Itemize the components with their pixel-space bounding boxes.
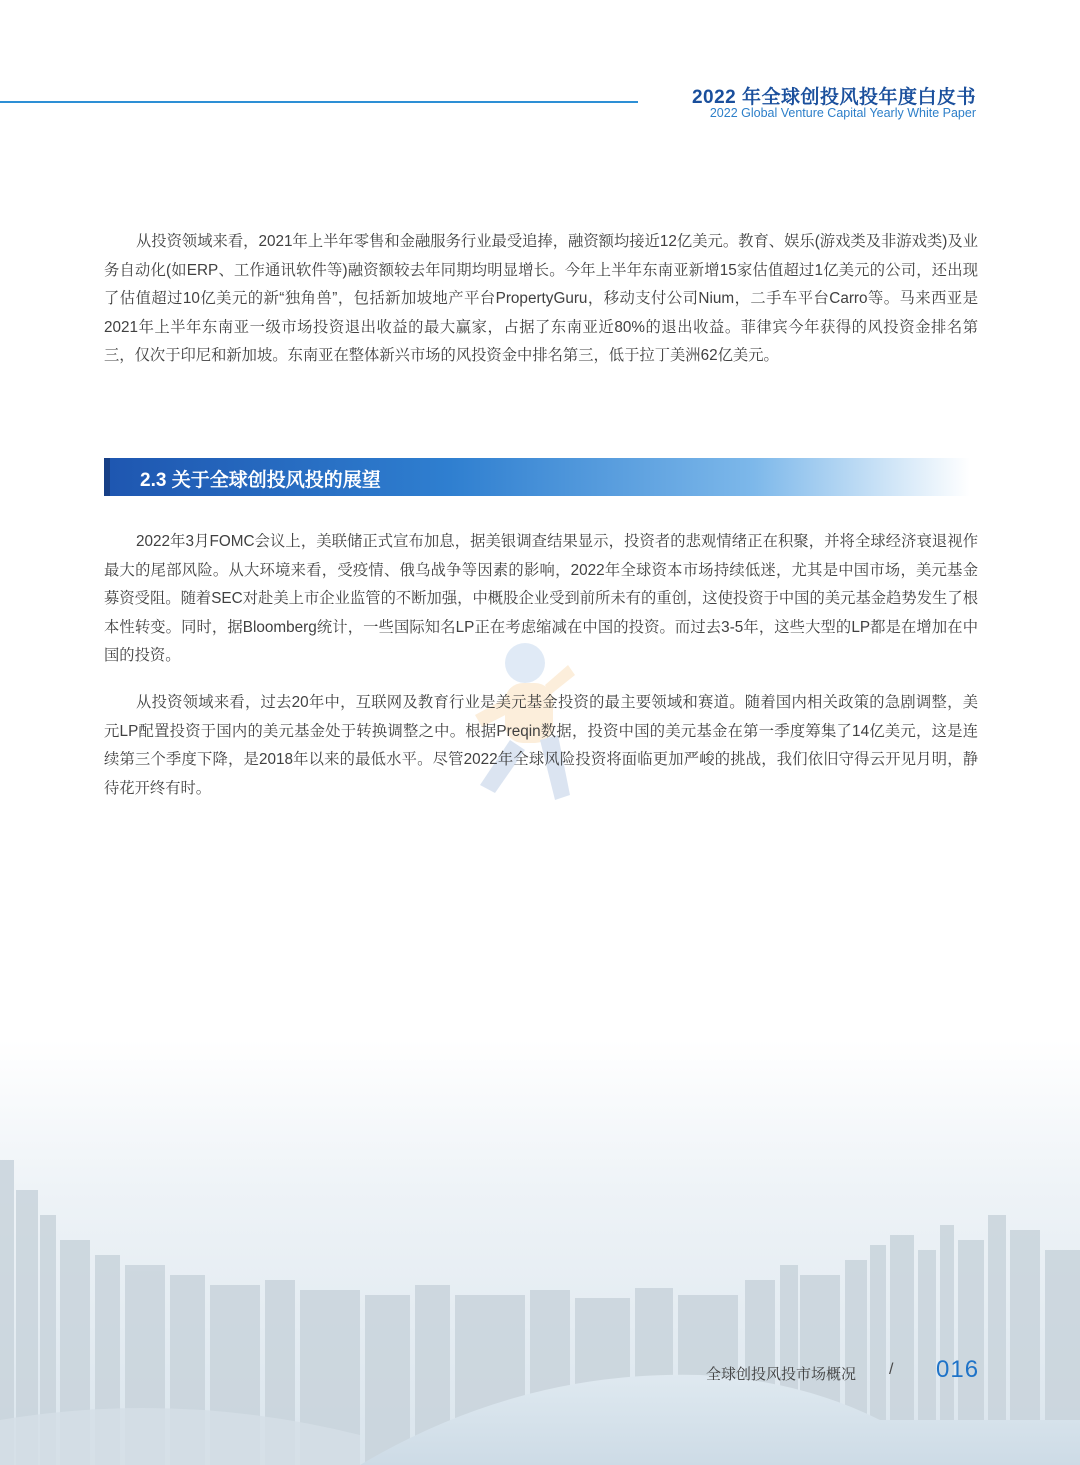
- page-number: 016: [936, 1356, 980, 1383]
- section-paragraph-2: 从投资领域来看，过去20年中，互联网及教育行业是美元基金投资的最主要领域和赛道。随着国内相关政策的急剧调整，美元LP配置投资于国内的美元基金处于转换调整之中。根据Preqin数据，投资中国的美元基金在第一季度筹集了14亿美元，这是连续第三个季度下降，是2018年以来的最低水平。尽管2022年全球风险投资将面临更加严峻的挑战，我们依旧守得云开见月明，静待花开终有时。: [104, 694, 978, 797]
- section-heading-accent-bar: [104, 458, 110, 496]
- section-heading: 2.3 关于全球创投风投的展望: [140, 470, 381, 491]
- body-paragraph-1: 从投资领域来看，2021年上半年零售和金融服务行业最受追捧，融资额均接近12亿美元。教育、娱乐(游戏类及非游戏类)及业务自动化(如ERP、工作通讯软件等)融资额较去年同期均明显增长。今年上半年东南亚新增15家估值超过1亿美元的公司，还出现了估值超过10亿美元的新“独角兽”，包括新加坡地产平台PropertyGuru，移动支付公司Nium，二手车平台Carro等。马来西亚是2021年上半年东南亚一级市场投资退出收益的最大赢家，占据了东南亚近80%的退出收益。菲律宾今年获得的风投资金排名第三，仅次于印尼和新加坡。东南亚在整体新兴市场的风投资金中排名第三，低于拉丁美洲62亿美元。: [104, 233, 978, 364]
- footer-separator: /: [889, 1361, 894, 1378]
- section-heading-banner: [104, 458, 970, 496]
- footer-section-label: 全球创投风投市场概况: [706, 1366, 857, 1383]
- document-title: 2022 年全球创投风投年度白皮书: [691, 87, 976, 108]
- city-skyline-background: [0, 1040, 1080, 1465]
- document-subtitle: 2022 Global Venture Capital Yearly White Paper: [709, 106, 976, 120]
- header-rule: [0, 101, 638, 103]
- section-paragraph-1: 2022年3月FOMC会议上，美联储正式宣布加息，据美银调查结果显示，投资者的悲观情绪正在积聚，并将全球经济衰退视作最大的尾部风险。从大环境来看，受疫情、俄乌战争等因素的影响，2022年全球资本市场持续低迷，尤其是中国市场，美元基金募资受阻。随着SEC对赴美上市企业监管的不断加强，中概股企业受到前所未有的重创，这使投资于中国的美元基金趋势发生了根本性转变。同时，据Bloomberg统计，一些国际知名LP正在考虑缩减在中国的投资。而过去3-5年，这些大型的LP都是在增加在中国的投资。: [104, 533, 978, 664]
